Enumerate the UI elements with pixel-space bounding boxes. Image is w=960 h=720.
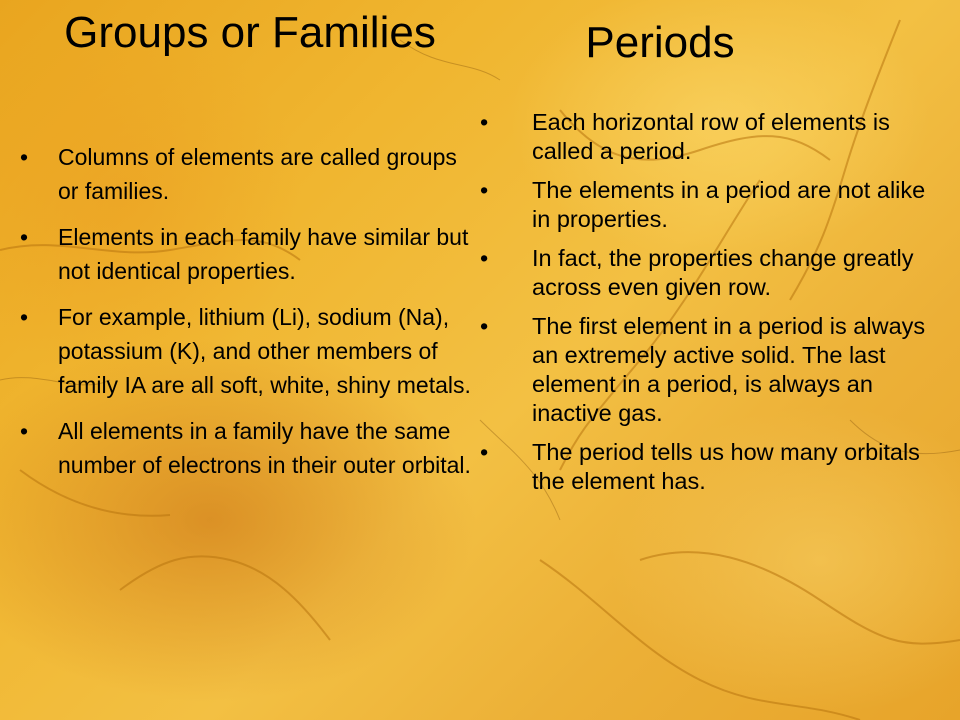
bullet-icon: • [20,304,29,330]
bullet-icon: • [20,418,29,444]
bullet-text: In fact, the properties change greatly across even given row. [532,245,914,300]
bullet-icon: • [20,144,29,170]
bullet-text: The elements in a period are not alike in properties. [532,177,926,232]
bullet-text: All elements in a family have the same number of electrons in their outer orbital. [58,418,471,478]
bullet-text: The period tells us how many orbitals the element has. [532,439,920,494]
list-item [480,108,950,166]
groups-title: Groups or Families [64,8,436,57]
bullet-text: For example, lithium (Li), sodium (Na), potassium (K), and other members of family IA are all soft, white, shiny metals. [58,304,471,398]
bullet-icon: • [480,109,489,135]
bullet-text: Each horizontal row of elements is called a period. [532,109,890,164]
bullet-text: Elements in each family have similar but not identical properties. [58,224,469,284]
bullet-icon: • [480,313,489,339]
list-item [480,244,950,302]
bullet-text: The first element in a period is always an extremely active solid. The last element in a period, is always an inactive gas. [532,313,926,426]
bullet-icon: • [480,245,489,271]
list-item [480,176,950,234]
list-item [20,220,480,288]
list-item [480,438,950,496]
list-item [20,414,480,482]
bullet-icon: • [480,177,489,203]
groups-bullet-list [20,140,480,494]
bullet-text: Columns of elements are called groups or families. [58,144,457,204]
periods-title: Periods [585,18,735,67]
periods-bullet-list [480,108,950,506]
list-item [480,312,950,428]
list-item [20,140,480,208]
bullet-icon: • [20,224,29,250]
bullet-icon: • [480,439,489,465]
list-item [20,300,480,402]
